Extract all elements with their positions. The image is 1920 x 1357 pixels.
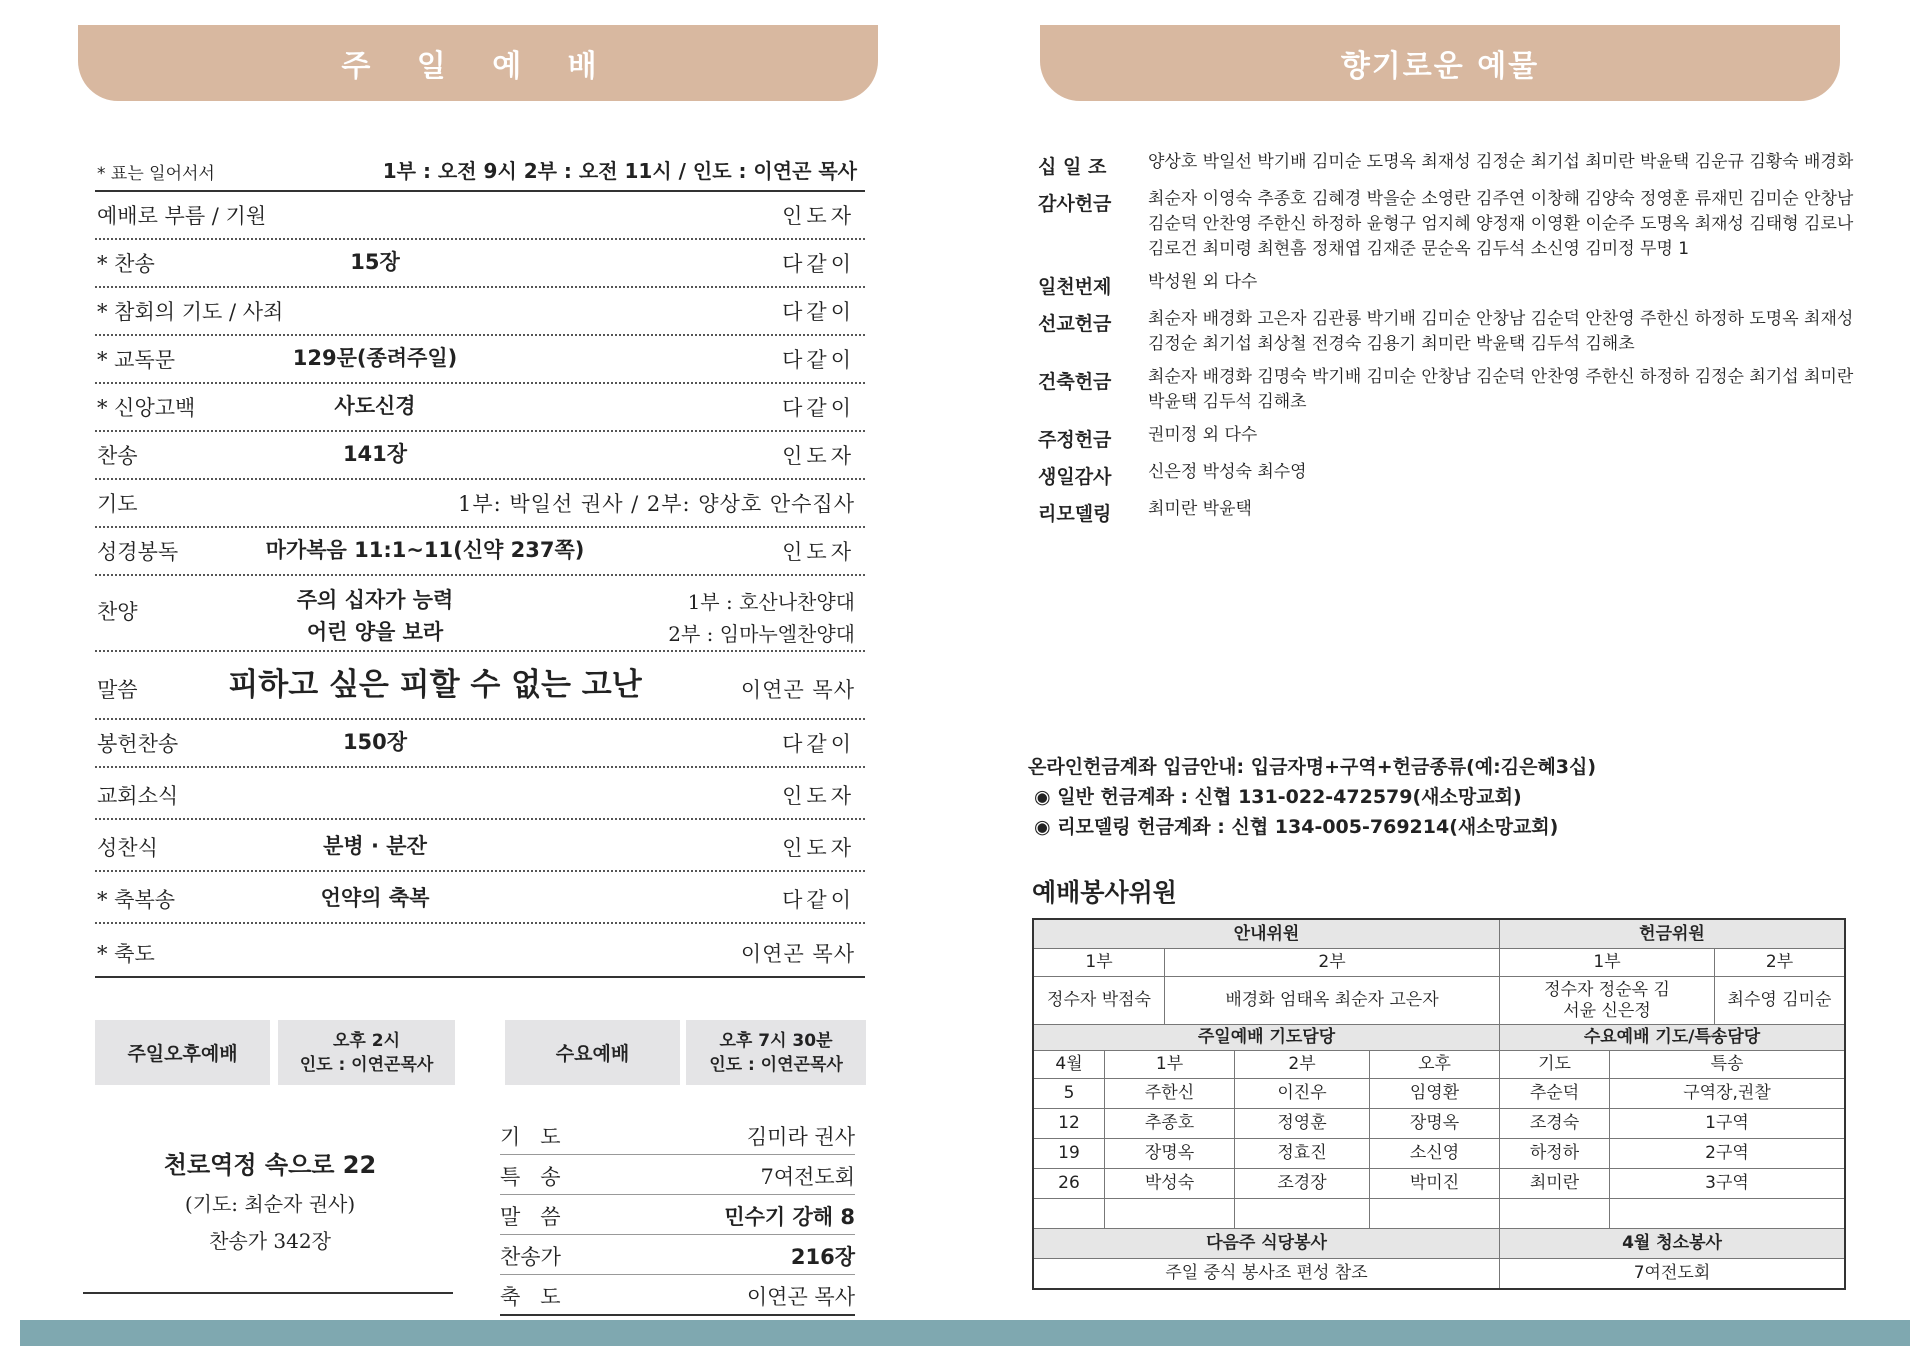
table-cell: 3구역	[1609, 1168, 1844, 1198]
item-value: 인도자	[782, 204, 855, 228]
item-label: 기도	[500, 1125, 581, 1149]
order-row	[95, 288, 865, 336]
table-cell	[1499, 1198, 1609, 1228]
table-cell: 19	[1034, 1138, 1104, 1168]
bank-title: 온라인헌금계좌 입금안내: 입금자명+구역+헌금종류(예:김은혜3십)	[1028, 756, 1597, 778]
order-row	[95, 924, 865, 978]
order-row	[95, 720, 865, 768]
item-label: 성찬식	[97, 836, 158, 860]
table-cell: 주일예배 기도담당	[1034, 1024, 1499, 1050]
wed-row	[500, 1155, 855, 1195]
item-value: 인도자	[782, 444, 855, 468]
item-label: 건축헌금	[1038, 371, 1112, 393]
table-cell: 구역장,권찰	[1609, 1078, 1844, 1108]
table-cell: 최미란	[1499, 1168, 1609, 1198]
item-label: 교회소식	[97, 784, 179, 808]
item-label: 찬양	[97, 600, 138, 624]
item-label: 예배로 부름 / 기원	[97, 204, 267, 228]
item-value: 다같이	[782, 396, 855, 420]
item-value: 어린 양을 보라	[306, 620, 444, 644]
item-label: * 축복송	[97, 888, 176, 912]
item-value: 141장	[342, 442, 408, 466]
item-value: 최순자 이영숙 추종호 김혜경 박을순 소영란 김주연 이창해 김양숙 정영훈 류재민 김미순 안창남 김순덕 안찬영 주한신 하정하 윤형구 엄지혜 양정재 이영환 이순주 도명옥 최재성 김태형 김로나 김로건 최미령 최현흠 정채엽 김재준 문순옥 김두석 소신영 김미정 무명 1	[1148, 189, 1854, 259]
item-value: 김미라 권사	[746, 1125, 855, 1149]
offering-row	[1038, 497, 1858, 526]
table-cell: 장명옥	[1104, 1138, 1234, 1168]
item-value: 1부 : 호산나찬양대	[687, 590, 855, 614]
table-cell: 오후	[1369, 1050, 1499, 1078]
item-label: * 축도	[97, 942, 155, 966]
table-cell: 정영훈	[1234, 1108, 1369, 1138]
item-label: * 교독문	[97, 348, 176, 372]
order-header	[95, 150, 865, 192]
table-cell: 주한신	[1104, 1078, 1234, 1108]
table-cell: 배경화 엄태옥 최순자 고은자	[1164, 976, 1499, 1024]
item-value: 양상호 박일선 박기배 김미순 도명옥 최재성 김정순 최기섭 최미란 박윤택 김운규 김황숙 배경화	[1148, 152, 1854, 172]
table-cell: 4월 청소봉사	[1499, 1228, 1844, 1258]
table-cell: 조경장	[1234, 1168, 1369, 1198]
table-cell: 4월	[1034, 1050, 1104, 1078]
item-value: 인도자	[782, 540, 855, 564]
table-cell: 1구역	[1609, 1108, 1844, 1138]
table-cell	[1104, 1198, 1234, 1228]
offering-row	[1038, 270, 1858, 299]
item-value: 이연곤 목사	[740, 678, 855, 702]
item-value: 150장	[342, 730, 408, 754]
item-value: 129문(종려주일)	[292, 346, 458, 370]
sermon-row	[95, 652, 865, 720]
table-cell: 추종호	[1104, 1108, 1234, 1138]
item-label: 축도	[500, 1285, 581, 1309]
table-cell: 정수자 정순옥 김서윤 신은정	[1499, 976, 1714, 1024]
offering-row	[1038, 187, 1858, 262]
bank-account-general: ◉ 일반 헌금계좌 : 신협 131-022-472579(새소망교회)	[1034, 786, 1522, 808]
item-label: 찬송	[97, 444, 138, 468]
item-value: 다같이	[782, 252, 855, 276]
table-cell: 장명옥	[1369, 1108, 1499, 1138]
table-cell: 이진우	[1234, 1078, 1369, 1108]
wed-row	[500, 1235, 855, 1275]
table-cell: 정효진	[1234, 1138, 1369, 1168]
offering-row	[1038, 423, 1858, 452]
sunday-worship-banner: 주 일 예 배	[78, 25, 878, 101]
table-cell: 26	[1034, 1168, 1104, 1198]
table-cell: 1부	[1034, 948, 1164, 976]
item-label: 찬송가	[500, 1245, 561, 1269]
item-label: 일천번제	[1038, 276, 1112, 298]
table-cell: 기도	[1499, 1050, 1609, 1078]
table-cell: 헌금위원	[1499, 920, 1844, 948]
table-cell: 정수자 박점숙	[1034, 976, 1164, 1024]
table-cell: 7여전도회	[1499, 1258, 1844, 1288]
table-cell: 박성숙	[1104, 1168, 1234, 1198]
item-value: 주의 십자가 능력	[296, 588, 454, 612]
item-value: 7여전도회	[760, 1165, 855, 1189]
table-cell: 2구역	[1609, 1138, 1844, 1168]
order-row	[95, 432, 865, 480]
bottom-bar	[20, 1320, 1910, 1346]
item-value: 인도자	[782, 784, 855, 808]
table-cell: 다음주 식당봉사	[1034, 1228, 1499, 1258]
item-label: 주정헌금	[1038, 429, 1112, 451]
table-cell	[1609, 1198, 1844, 1228]
anthem-row	[95, 576, 865, 652]
order-row	[95, 240, 865, 288]
table-cell: 소신영	[1369, 1138, 1499, 1168]
table-cell: 임영환	[1369, 1078, 1499, 1108]
item-label: 말씀	[500, 1205, 581, 1229]
afternoon-service-box: 주일오후예배	[95, 1020, 270, 1085]
order-row	[95, 336, 865, 384]
table-cell: 12	[1034, 1108, 1104, 1138]
offering-row	[1038, 150, 1858, 179]
wednesday-service-info: 오후 7시 30분 인도 : 이연곤목사	[686, 1020, 866, 1085]
item-value: 이연곤 목사	[740, 942, 855, 966]
item-value: 박성원 외 다수	[1148, 272, 1258, 292]
table-cell: 특송	[1609, 1050, 1844, 1078]
offering-row	[1038, 460, 1858, 489]
item-label: * 신앙고백	[97, 396, 196, 420]
item-label: 봉헌찬송	[97, 732, 179, 756]
item-label: 생일감사	[1038, 466, 1112, 488]
wed-row	[500, 1115, 855, 1155]
wednesday-service-box: 수요예배	[505, 1020, 680, 1085]
item-value: 분병 · 분잔	[323, 834, 427, 858]
table-cell: 1부	[1499, 948, 1714, 976]
item-value: 최순자 배경화 김명숙 박기배 김미순 안창남 김순덕 안찬영 주한신 하정하 김정순 최기섭 최미란 박윤택 김두석 김해초	[1148, 367, 1854, 412]
item-value: 사도신경	[334, 394, 416, 418]
item-label: 특송	[500, 1165, 581, 1189]
order-row	[95, 384, 865, 432]
order-row	[95, 480, 865, 528]
offering-row	[1038, 365, 1858, 415]
item-label: 기도	[97, 492, 138, 516]
wed-row	[500, 1195, 855, 1235]
committee-table	[1032, 918, 1846, 1290]
table-cell: 2부	[1164, 948, 1499, 976]
offerings-banner: 향기로운 예물	[1040, 25, 1840, 101]
table-cell: 2부	[1714, 948, 1844, 976]
item-value: 다같이	[782, 348, 855, 372]
offering-row	[1038, 307, 1858, 357]
service-times: 1부 : 오전 9시 2부 : 오전 11시 / 인도 : 이연곤 목사	[382, 159, 857, 183]
item-value: 최미란 박윤택	[1148, 499, 1252, 519]
table-cell: 1부	[1104, 1050, 1234, 1078]
item-value: 인도자	[782, 836, 855, 860]
afternoon-divider	[83, 1292, 453, 1294]
committee-title: 예배봉사위원	[1032, 878, 1177, 907]
wednesday-order	[500, 1115, 855, 1316]
item-value: 1부: 박일선 권사 / 2부: 양상호 안수집사	[457, 492, 855, 516]
item-value: 신은정 박성숙 최수영	[1148, 462, 1307, 482]
item-value: 2부 : 임마누엘찬양대	[668, 622, 855, 646]
bank-account-remodel: ◉ 리모델링 헌금계좌 : 신협 134-005-769214(새소망교회)	[1034, 816, 1559, 838]
item-label: 성경봉독	[97, 540, 179, 564]
worship-order	[95, 150, 865, 978]
table-cell: 수요예배 기도/특송담당	[1499, 1024, 1844, 1050]
item-value: 최순자 배경화 고은자 김관룡 박기배 김미순 안창남 김순덕 안찬영 주한신 하정하 도명옥 최재성 김정순 최기섭 최상철 전경숙 김용기 최미란 박윤택 김두석 김해초	[1148, 309, 1854, 354]
item-value: 이연곤 목사	[746, 1285, 855, 1309]
afternoon-service-info: 오후 2시 인도 : 이연곤목사	[278, 1020, 455, 1085]
afternoon-detail: 천로역정 속으로 22 (기도: 최순자 권사) 찬송가 342장	[163, 1151, 377, 1253]
table-cell	[1369, 1198, 1499, 1228]
item-label: * 참회의 기도 / 사죄	[97, 300, 284, 324]
item-value: 216장	[790, 1245, 855, 1269]
item-label: 선교헌금	[1038, 313, 1112, 335]
item-value: 민수기 강해 8	[724, 1205, 855, 1229]
item-label: 말씀	[97, 678, 138, 702]
table-cell: 조경숙	[1499, 1108, 1609, 1138]
wed-row	[500, 1275, 855, 1316]
item-label: 리모델링	[1038, 503, 1112, 525]
sermon-title: 피하고 싶은 피할 수 없는 고난	[228, 667, 642, 703]
item-value: 다같이	[782, 888, 855, 912]
table-cell: 최수영 김미순	[1714, 976, 1844, 1024]
item-label: 십 일 조	[1038, 156, 1107, 178]
table-cell: 5	[1034, 1078, 1104, 1108]
table-cell: 주일 중식 봉사조 편성 참조	[1034, 1258, 1499, 1288]
item-label: 감사헌금	[1038, 193, 1112, 215]
table-cell: 하정하	[1499, 1138, 1609, 1168]
item-label: * 찬송	[97, 252, 155, 276]
item-value: 다같이	[782, 300, 855, 324]
item-value: 권미정 외 다수	[1148, 425, 1258, 445]
item-value: 마가복음 11:1~11(신약 237쪽)	[265, 538, 585, 562]
offerings-list	[1038, 150, 1858, 534]
item-value: 다같이	[782, 732, 855, 756]
item-value: 언약의 축복	[320, 886, 430, 910]
standing-note: * 표는 일어서서	[97, 164, 215, 184]
table-cell: 추순덕	[1499, 1078, 1609, 1108]
table-cell: 안내위원	[1034, 920, 1499, 948]
item-value: 15장	[350, 250, 400, 274]
order-row	[95, 768, 865, 820]
table-cell: 박미진	[1369, 1168, 1499, 1198]
table-cell	[1034, 1198, 1104, 1228]
table-cell: 2부	[1234, 1050, 1369, 1078]
order-row	[95, 872, 865, 924]
order-row	[95, 528, 865, 576]
table-cell	[1234, 1198, 1369, 1228]
order-row	[95, 820, 865, 872]
order-row	[95, 192, 865, 240]
